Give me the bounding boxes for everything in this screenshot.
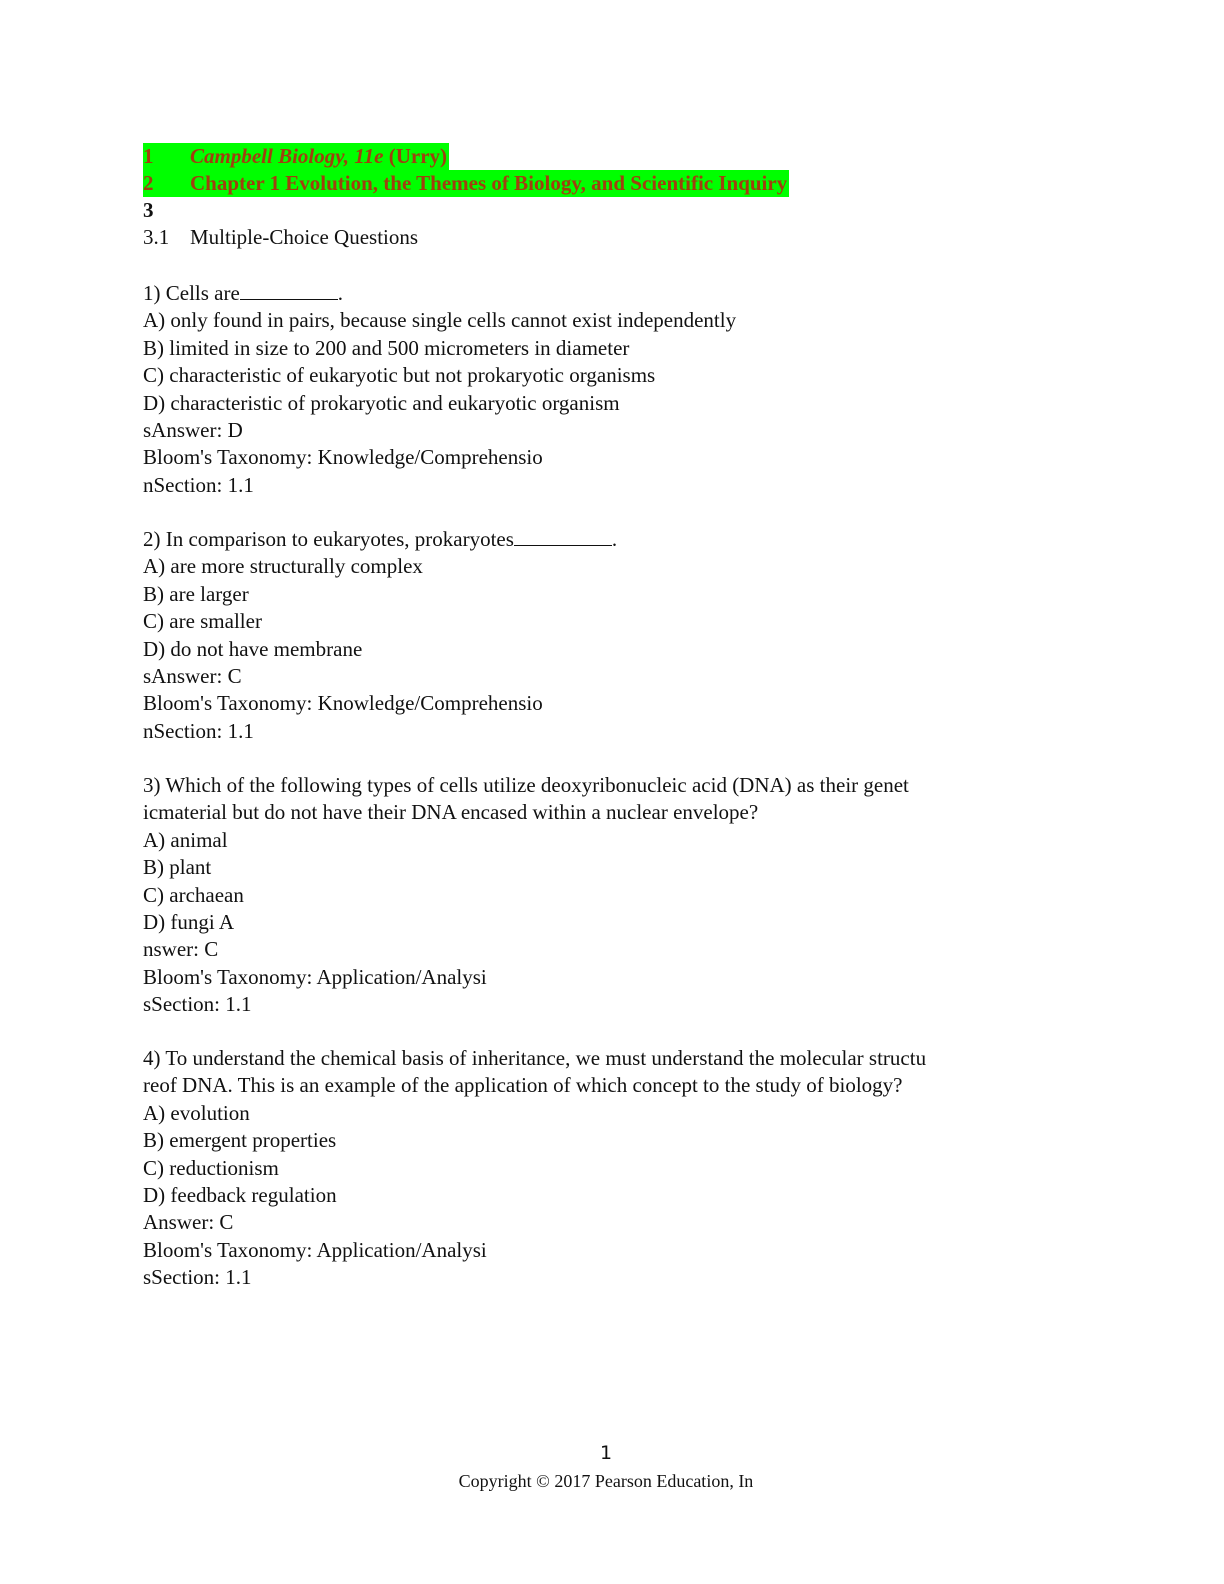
option-b: B) emergent properties: [143, 1128, 337, 1153]
question-2: [143, 526, 1043, 745]
heading-number-line: [143, 197, 154, 224]
chapter-title-highlight: [143, 170, 789, 197]
book-title: Campbell Biology, 11e: [190, 144, 384, 168]
option-c: C) archaean: [143, 882, 244, 907]
option-c: C) reductionism: [143, 1155, 279, 1180]
section-number: 3.1: [143, 225, 170, 249]
option-a: A) evolution: [143, 1100, 250, 1125]
copyright-notice: Copyright © 2017 Pearson Education, In: [458, 1471, 754, 1491]
option-a: A) only found in pairs, because single cells cannot exist independently: [143, 308, 737, 333]
heading-number: 2: [143, 171, 154, 195]
section-line: nSection: 1.1: [143, 718, 254, 743]
question-1: [143, 280, 1043, 499]
chapter-title: Chapter 1 Evolution, the Themes of Biology, and Scientific Inquiry: [190, 171, 788, 195]
option-c: C) characteristic of eukaryotic but not prokaryotic organisms: [143, 363, 656, 388]
section-line: nSection: 1.1: [143, 472, 254, 497]
answer-line: sAnswer: C: [143, 663, 242, 688]
option-d: D) feedback regulation: [143, 1182, 337, 1207]
option-b: B) limited in size to 200 and 500 micrometers in diameter: [143, 335, 630, 360]
option-d: D) characteristic of prokaryotic and eukaryotic organism: [143, 390, 620, 415]
question-stem-line-1: 4) To understand the chemical basis of inheritance, we must understand the molecular structu: [143, 1046, 927, 1070]
heading-number: 1: [143, 144, 154, 168]
option-b: B) plant: [143, 855, 212, 880]
question-stem: 2) In comparison to eukaryotes, prokaryotes .: [143, 527, 618, 551]
answer-blank: [514, 527, 612, 546]
answer-line: nswer: C: [143, 937, 219, 962]
option-d: D) fungi A: [143, 909, 234, 934]
question-stem-line-1: 3) Which of the following types of cells utilize deoxyribonucleic acid (DNA) as their genet: [143, 773, 909, 797]
option-d: D) do not have membrane: [143, 636, 363, 661]
chapter-title-line: [143, 170, 789, 197]
question-3: [143, 772, 1043, 1019]
question-stem: 1) Cells are .: [143, 281, 344, 305]
answer-line: sAnswer: D: [143, 417, 243, 442]
answer-blank: [240, 281, 338, 300]
section-heading: [143, 224, 418, 251]
option-c: C) are smaller: [143, 609, 262, 634]
taxonomy-line: Bloom's Taxonomy: Knowledge/Comprehensio: [143, 691, 543, 716]
section-title: Multiple-Choice Questions: [190, 225, 419, 249]
question-4: [143, 1045, 1043, 1292]
book-title-highlight: [143, 143, 449, 170]
book-title-line: [143, 143, 449, 170]
page-number: 1: [599, 1442, 613, 1464]
option-a: A) animal: [143, 827, 228, 852]
question-stem-line-2: icmaterial but do not have their DNA encased within a nuclear envelope?: [143, 800, 759, 825]
heading-number: 3: [143, 198, 154, 222]
taxonomy-line: Bloom's Taxonomy: Knowledge/Comprehensio: [143, 445, 543, 470]
option-a: A) are more structurally complex: [143, 554, 423, 579]
section-line: sSection: 1.1: [143, 1265, 252, 1290]
option-b: B) are larger: [143, 581, 249, 606]
answer-line: Answer: C: [143, 1210, 234, 1235]
taxonomy-line: Bloom's Taxonomy: Application/Analysi: [143, 964, 487, 989]
section-line: sSection: 1.1: [143, 992, 252, 1017]
taxonomy-line: Bloom's Taxonomy: Application/Analysi: [143, 1237, 487, 1262]
book-author: (Urry): [383, 144, 448, 168]
question-stem-line-2: reof DNA. This is an example of the application of which concept to the study of biology?: [143, 1073, 903, 1098]
